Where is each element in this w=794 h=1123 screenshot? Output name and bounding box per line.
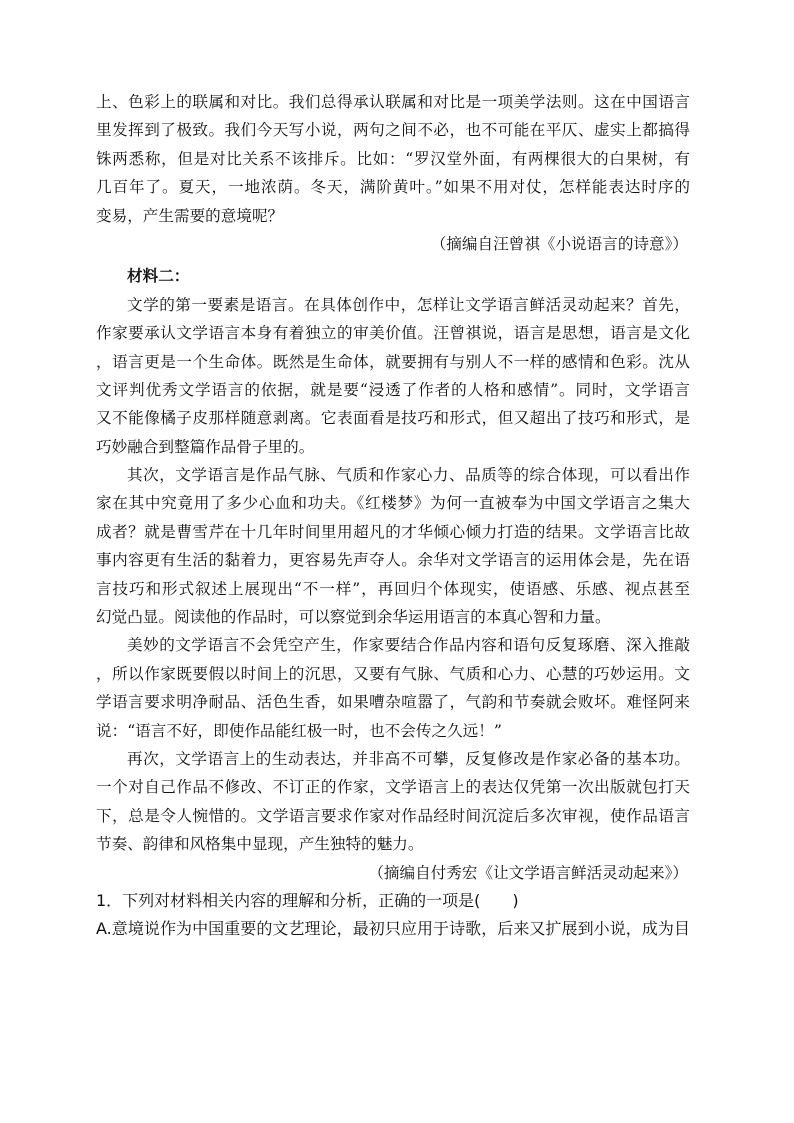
- text-line: 说：“语言不好，即使作品能红极一时，也不会传之久远！”: [96, 721, 502, 740]
- paragraph: [96, 461, 690, 631]
- text-line: 幻觉凸显。阅读他的作品时，可以察觉到余华运用语言的本真心智和力量。: [96, 608, 611, 627]
- text-line: 又不能像橘子皮那样随意剥离。它表面看是技巧和形式，但又超出了技巧和形式，是: [96, 409, 690, 428]
- text-line: 巧妙融合到整篇作品骨子里的。: [96, 437, 315, 456]
- text-line: ，所以作家既要假以时间上的沉思，又要有气脉、气质和心力、心慧的巧妙运用。文: [96, 664, 690, 683]
- text-line: 文学的第一要素是语言。在具体创作中，怎样让文学语言鲜活灵动起来？首先，: [127, 295, 690, 314]
- text-line: 美妙的文学语言不会凭空产生，作家要结合作品内容和语句反复琢磨、深入推敲: [127, 636, 690, 655]
- paragraph: [96, 291, 690, 461]
- text-line: ，语言更是一个生命体。既然是生命体，就要拥有与别人不一样的感情和色彩。沈从: [96, 352, 690, 371]
- text-line: 家在其中究竟用了多少心血和功夫。《红楼梦》为何一直被奉为中国文学语言之集大: [96, 494, 690, 513]
- text-line: 成者？就是曹雪芹在十几年时间里用超凡的才华倾心倾力打造的结果。文学语言比故: [96, 522, 690, 541]
- material1-tail: [96, 88, 690, 258]
- text-line: 节奏、韵律和风格集中显现，产生独特的魅力。: [96, 835, 424, 854]
- text-line: 铢两悉称，但是对比关系不该排斥。比如：“罗汉堂外面，有两棵很大的白果树，有: [96, 149, 690, 168]
- material1-source: （摘编自汪曾祺《小说语言的诗意》）: [430, 234, 688, 253]
- option-a: A.意境说作为中国重要的文艺理论，最初只应用于诗歌，后来又扩展到小说，成为目: [96, 918, 690, 938]
- text-line: 变易，产生需要的意境呢？: [96, 206, 284, 225]
- question-stem: 1．下列对材料相关内容的理解和分析，正确的一项是( ): [96, 890, 519, 910]
- text-line: 上、色彩上的联属和对比。我们总得承认联属和对比是一项美学法则。这在中国语言: [96, 93, 690, 111]
- text-line: 其次，文学语言是作品气脉、气质和作家心力、品质等的综合体现，可以看出作: [127, 466, 690, 485]
- text-line: 言技巧和形式叙述上展现出“不一样”，再回归个体现实，使语感、乐感、视点甚至: [96, 579, 690, 598]
- text-line: 事内容更有生活的黏着力，更容易先声夺人。余华对文学语言的运用体会是，先在语: [96, 551, 690, 570]
- text-line: 再次，文学语言上的生动表达，并非高不可攀，反复修改是作家必备的基本功。: [127, 749, 690, 768]
- material2-heading: 材料二：: [127, 266, 190, 286]
- text-line: 下，总是令人惋惜的。文学语言要求作家对作品经时间沉淀后多次审视，使作品语言: [96, 806, 690, 825]
- question-1: [96, 887, 690, 943]
- text-line: 文评判优秀文学语言的依据，就是要“浸透了作者的人格和感情”。同时，文学语言: [96, 380, 690, 399]
- material2: [96, 262, 690, 887]
- paragraph: [96, 745, 690, 859]
- material2-source: （摘编自付秀宏《让文学语言鲜活灵动起来》）: [368, 863, 688, 882]
- text-line: 一个对自己作品不修改、不订正的作家，文学语言上的表达仅凭第一次出版就包打天: [96, 778, 690, 797]
- document-page: [96, 88, 690, 943]
- text-line: 学语言要求明净耐品、活色生香，如果嘈杂喧嚣了，气韵和节奏就会败坏。难怪阿来: [96, 693, 690, 712]
- text-line: 作家要承认文学语言本身有着独立的审美价值。汪曾祺说，语言是思想，语言是文化: [96, 324, 690, 343]
- text-line: 里发挥到了极致。我们今天写小说，两句之间不必，也不可能在平仄、虚实上都搞得: [96, 121, 690, 140]
- text-line: 几百年了。夏天，一地浓荫。冬天，满阶黄叶。”如果不用对仗，怎样能表达时序的: [96, 178, 690, 197]
- paragraph: [96, 631, 690, 745]
